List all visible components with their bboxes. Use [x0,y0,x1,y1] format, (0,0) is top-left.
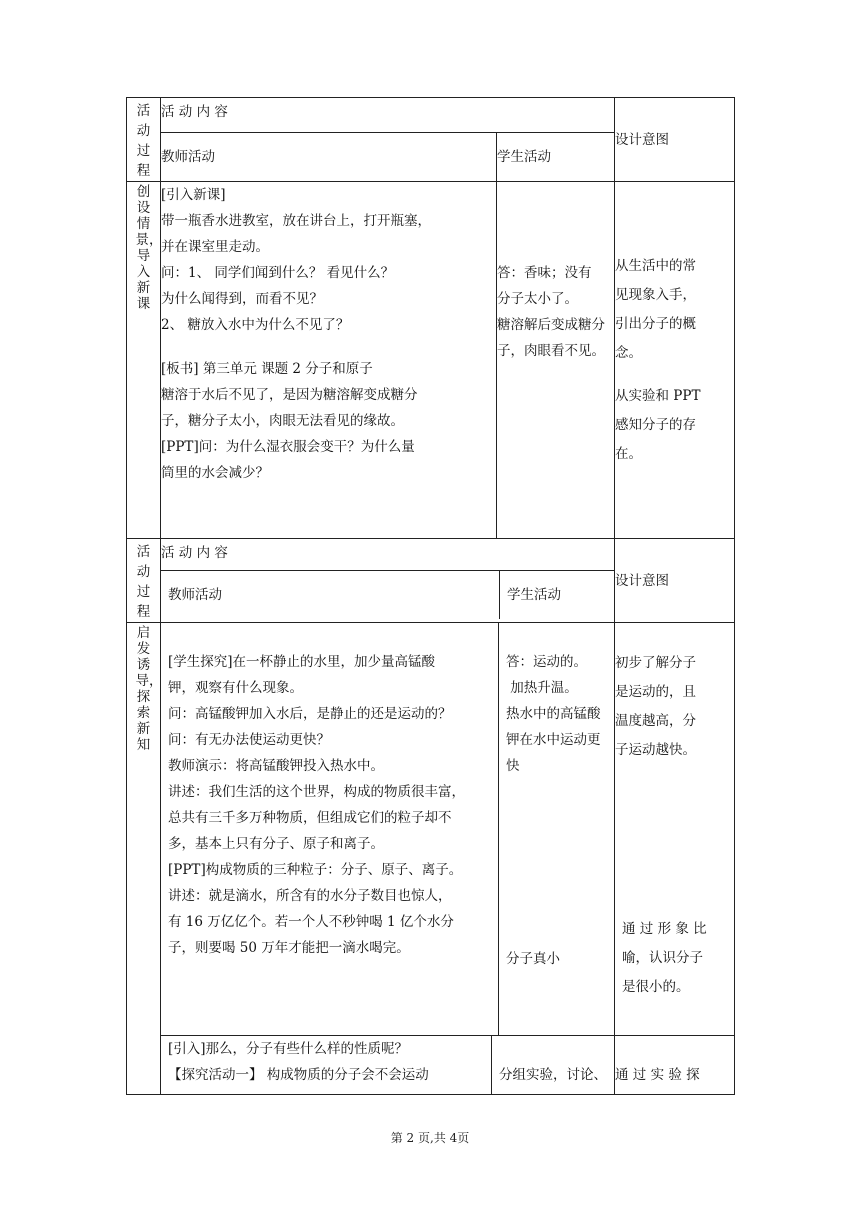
section1-teacher-header [161,132,497,181]
row2-label-cell [127,623,161,1095]
spacer [615,368,734,382]
section1-design-header [615,98,735,182]
section1-activity-content [161,98,615,133]
row2-teacher-cell [161,623,499,1035]
text-line: 为什么闻得到，而看不见？ [161,291,323,307]
text-line: 2、 糖放入水中为什么不见了？ [161,317,350,333]
row2-content [127,623,735,1036]
text-line: 子，则要喝 50 万年才能把一滴水喝完。 [168,940,410,956]
text-line: 分子真小 [506,951,560,967]
text-line: 总共有三千多万种物质，但组成它们的粒子却不 [168,810,452,826]
row3-teacher-cell [161,1036,492,1094]
text-line: 温度越高，分 [615,713,696,729]
text-line: 带一瓶香水进教室，放在讲台上，打开瓶塞， [161,213,431,229]
design-intent-header: 设计意图 [615,572,669,589]
text-line: 子，肉眼看不见。 [497,343,605,359]
row2-student-cell [499,623,614,1035]
text-line: 快 [506,758,520,774]
text-line: 喻，认识分子 [622,950,703,966]
text-line: 在。 [615,446,642,462]
section2-label: 活动过程 [136,544,151,620]
text-line: 糖溶于水后不见了，是因为糖溶解变成糖分 [161,387,418,403]
section2-design-header [615,539,735,623]
text-line: 感知分子的存 [615,417,696,433]
text-line: 分组实验，讨论、 [499,1067,607,1083]
row3-body-cell [161,1036,615,1095]
text-line: 有 16 万亿亿个。若一个人不秒钟喝 1 亿个水分 [168,914,454,930]
row3-student-cell [492,1036,614,1094]
section2-header-row-a [127,539,735,571]
text-line: 【探究活动一】 构成物质的分子会不会运动 [168,1067,429,1083]
design-intent-header: 设计意图 [615,131,669,148]
row2-label: 启发诱导，探索新知 [135,625,163,753]
activity-content-label: 活 动 内 容 [161,104,228,120]
student-activity-header: 学生活动 [497,148,551,165]
text-line: 问：有无办法使运动更快？ [168,732,330,748]
text-line: 问：1、 同学们闻到什么？ 看见什么？ [161,265,395,281]
text-line: [引入]那么，分子有些什么样的性质呢？ [168,1041,409,1057]
text-line: 加热升温。 [506,680,578,696]
text-line: [PPT]构成物质的三种粒子：分子、原子、离子。 [168,862,463,878]
row1-content [127,182,735,539]
page-footer: 第 2 页,共 4页 [390,1131,470,1145]
section1-student-header [497,132,615,181]
row1-design-cell [615,182,735,539]
section2-activity-content [161,539,615,571]
section2-label-cell [127,539,161,623]
row2-design-cell [615,623,735,1036]
text-line: 通 过 实 验 探 [615,1067,700,1083]
text-line: 见现象入手， [615,287,696,303]
text-line: 讲述：就是滴水，所含有的水分子数目也惊人， [168,888,452,904]
text-line: 钾在水中运动更 [506,732,601,748]
text-line: 并在课室里走动。 [161,239,269,255]
text-line: 引出分子的概 [615,316,696,332]
text-line: 答：香味；没有 [497,265,592,281]
text-line: 子，糖分子太小，肉眼无法看见的缘故。 [161,413,404,429]
text-line: [板书] 第三单元 课题 2 分子和原子 [161,361,373,377]
section1-header-row-a [127,98,735,133]
section1-label-cell [127,98,161,182]
text-line: [PPT]问：为什么湿衣服会变干？为什么量 [161,439,415,455]
teacher-activity-header: 教师活动 [161,148,215,165]
text-line: 筒里的水会减少？ [161,465,269,481]
text-line: 教师演示：将高锰酸钾投入热水中。 [168,758,384,774]
text-line: 问：高锰酸钾加入水后，是静止的还是运动的？ [168,706,452,722]
row1-label: 创设情景，导入新课 [135,184,163,312]
teacher-activity-header: 教师活动 [168,586,222,603]
text-line: 讲述：我们生活的这个世界，构成的物质很丰富， [168,784,465,800]
row1-label-cell [127,182,161,539]
text-line: 是运动的，且 [615,684,696,700]
text-line: 答：运动的。 [506,654,587,670]
activity-content-label: 活 动 内 容 [161,545,228,561]
student-activity-header: 学生活动 [507,586,561,603]
lesson-plan-table [126,97,735,1095]
row2-design-bottom [622,915,707,1002]
text-line: 多，基本上只有分子、原子和离子。 [168,836,384,852]
row3-design-cell [615,1036,735,1095]
row2-body-cell [161,623,615,1036]
row1-student-cell [497,182,615,539]
section2-subheader-cell [161,570,615,622]
text-line: 糖溶解后变成糖分 [497,317,605,333]
text-line: 从实验和 PPT [615,388,701,404]
text-line: 是很小的。 [622,979,690,995]
section2-student-header [500,571,614,619]
section1-label: 活动过程 [136,103,151,179]
text-line: [引入新课] [161,187,226,203]
section2-teacher-header [161,571,500,619]
text-line: 通 过 形 象 比 [622,921,707,937]
row1-teacher-cell [161,182,497,539]
text-line: 念。 [615,345,642,361]
text-line: 初步了解分子 [615,655,696,671]
text-line: 子运动越快。 [615,742,696,758]
text-line: 热水中的高锰酸 [506,706,601,722]
text-line: 从生活中的常 [615,258,696,274]
text-line: 分子太小了。 [497,291,578,307]
spacer [161,338,496,356]
text-line: [学生探究]在一杯静止的水里，加少量高锰酸 [168,654,436,670]
row3-content [127,1036,735,1095]
text-line: 钾，观察有什么现象。 [168,680,303,696]
